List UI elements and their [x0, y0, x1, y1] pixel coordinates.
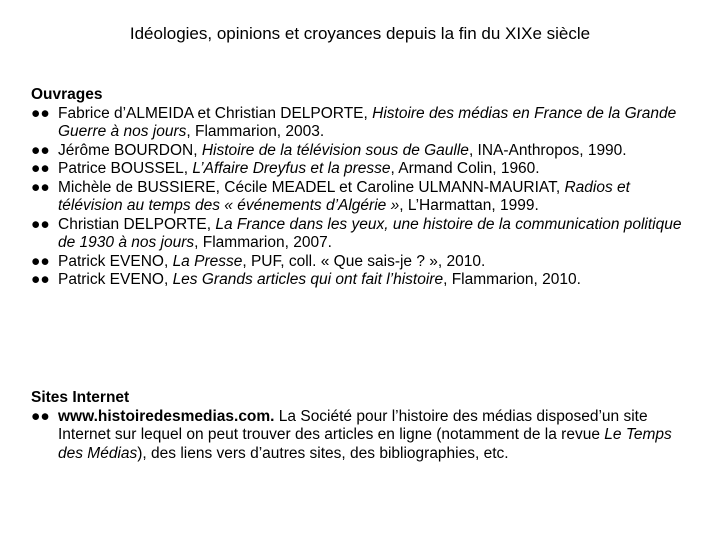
entry-publisher: , Flammarion, 2007.	[194, 234, 332, 251]
entry-author: Fabrice d’ALMEIDA et Christian DELPORTE,	[58, 104, 373, 122]
entry-author: Patrick EVENO,	[58, 252, 173, 270]
bullet-icon: ●●	[31, 271, 50, 288]
entry-author: Jérôme BOURDON,	[58, 141, 202, 159]
entry-publisher: , PUF, coll. « Que sais-je ? », 2010.	[242, 252, 486, 270]
entry-work-title: La France dans les yeux, une histoire de la communication politique de 1930 à nos jours	[58, 215, 682, 251]
entry-work-title: Radios et télévision au temps des « événements d’Algérie »	[58, 178, 630, 214]
entry-publisher: , Armand Colin, 1960.	[390, 160, 540, 177]
entry-publisher: , Flammarion, 2010.	[443, 271, 581, 288]
bullet-icon: ●●	[31, 407, 50, 425]
bullet-icon: ●●	[31, 252, 50, 270]
bullet-icon: ●●	[31, 160, 50, 177]
site-entry	[31, 408, 691, 464]
bibliography-entry	[31, 179, 691, 216]
entry-author: Christian DELPORTE,	[58, 215, 216, 233]
site-url: www.histoiredesmedias.com.	[58, 407, 275, 425]
bibliography-entry	[31, 253, 691, 272]
ouvrages-section	[31, 86, 691, 290]
entry-publisher: , L’Harmattan, 1999.	[399, 197, 539, 214]
bibliography-entry	[31, 142, 691, 161]
bullet-icon: ●●	[31, 141, 50, 159]
bullet-icon: ●●	[31, 178, 50, 196]
journal-title: Le Temps des Médias	[58, 426, 672, 462]
sites-section	[31, 389, 691, 463]
sites-heading: Sites Internet	[31, 389, 130, 406]
bibliography-entry	[31, 105, 691, 142]
entry-author: Patrice BOUSSEL,	[58, 160, 193, 177]
entry-work-title: Histoire de la télévision sous de Gaulle	[201, 141, 469, 159]
bullet-icon: ●●	[31, 215, 50, 233]
entry-work-title: Histoire des médias en France de la Grande Guerre à nos jours	[58, 104, 677, 140]
bibliography-entry	[31, 160, 691, 179]
site-description: La Société pour l’histoire des médias disposed’un site Internet sur lequel on peut trouver des articles en ligne (notamment de la revue	[58, 407, 648, 443]
entry-work-title: La Presse	[172, 252, 243, 270]
entry-author: Patrick EVENO,	[58, 271, 173, 288]
entry-publisher: , INA-Anthropos, 1990.	[468, 141, 627, 159]
bibliography-entry	[31, 216, 691, 253]
bibliography-entry	[31, 271, 691, 290]
bullet-icon: ●●	[31, 104, 50, 122]
entry-work-title: L’Affaire Dreyfus et la presse	[192, 160, 391, 177]
entry-author: Michèle de BUSSIERE, Cécile MEADEL et Caroline ULMANN-MAURIAT,	[58, 178, 565, 196]
ouvrages-heading: Ouvrages	[31, 86, 103, 103]
entry-publisher: , Flammarion, 2003.	[186, 123, 325, 140]
site-description-end: ), des liens vers d’autres sites, des bibliographies, etc.	[137, 444, 509, 462]
entry-work-title: Les Grands articles qui ont fait l’histoire	[172, 271, 444, 288]
page-title: Idéologies, opinions et croyances depuis la fin du XIXe siècle	[129, 24, 591, 43]
